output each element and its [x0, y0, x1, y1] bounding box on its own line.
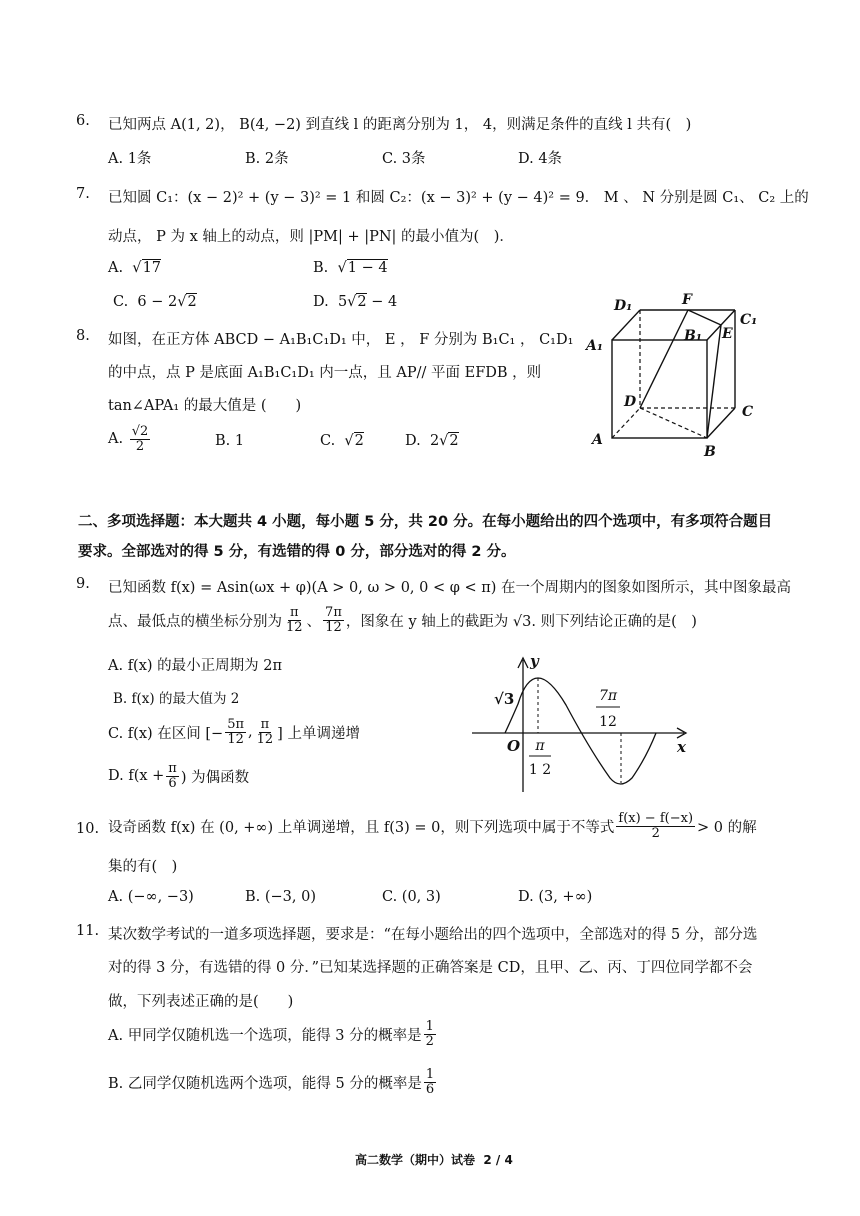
option-c: C. √2	[320, 433, 364, 449]
radicand: 2	[187, 294, 197, 310]
label-B1: B₁	[684, 328, 702, 344]
option-a: A. (−∞, −3)	[108, 889, 194, 905]
option-b: B. 2条	[245, 151, 289, 167]
question-number: 8.	[76, 328, 90, 344]
question-stem-line: tan∠APA₁ 的最大值是 ( )	[108, 398, 302, 414]
tick-pi-den: 1 2	[528, 762, 552, 778]
fraction-numerator: f(x) − f(−x)	[618, 811, 694, 826]
cube-front-face	[612, 340, 707, 438]
fraction-denominator: 6	[425, 1081, 435, 1097]
label-C1: C₁	[740, 312, 758, 328]
question-stem-line	[108, 812, 757, 840]
intercept-label: √3	[494, 690, 515, 708]
fraction-denominator: 2	[651, 825, 660, 841]
option-c: C. (0, 3)	[382, 889, 441, 905]
expr-prefix: 2	[429, 433, 440, 449]
tick-7pi-den: 12	[599, 714, 617, 730]
option-a: A. f(x) 的最小正周期为 2π	[108, 658, 283, 674]
fraction-numerator: π	[290, 605, 299, 620]
fraction-denominator: 12	[227, 731, 244, 747]
sine-curve	[505, 678, 656, 784]
option-d: D. (3, +∞)	[518, 889, 593, 905]
question-number: 10.	[76, 821, 100, 837]
stem-text: ，图象在 y 轴上的截距为 √3. 则下列结论正确的是( )	[345, 613, 697, 630]
label-D1: D₁	[614, 298, 633, 314]
option-a: A. 1条	[108, 151, 152, 167]
tick-7pi-num: 7π	[598, 688, 618, 704]
label-E: E	[722, 326, 733, 342]
option-label: D.	[313, 294, 329, 310]
option-c: C. 3条	[382, 151, 426, 167]
option-label: A.	[108, 431, 124, 448]
radicand: 1 − 4	[347, 260, 388, 276]
option-label: A.	[108, 260, 124, 276]
fraction-numerator: 7π	[325, 605, 342, 620]
footer-label: 高二数学（期中）试卷	[355, 1153, 476, 1167]
expr-suffix: − 4	[366, 294, 398, 310]
stem-text: > 0 的解	[697, 819, 757, 836]
sine-graph	[470, 650, 700, 800]
stem-separator: 、	[306, 613, 322, 630]
question-stem-line: 如图，在正方体 ABCD − A₁B₁C₁D₁ 中， E ， F 分别为 B₁C₁ ， C₁D₁	[108, 332, 574, 348]
x-label: x	[677, 738, 686, 756]
question-number: 11.	[76, 923, 100, 939]
option-label: C.	[320, 433, 336, 449]
y-label: y	[530, 652, 539, 670]
option-text: ] 上单调递增	[277, 725, 360, 742]
fraction-denominator: 2	[135, 438, 145, 454]
page-number: 2 / 4	[483, 1153, 513, 1167]
question-number: 7.	[76, 186, 90, 202]
option-text: ,	[248, 724, 253, 741]
radicand: 2	[449, 433, 459, 449]
radicand: 2	[354, 433, 364, 449]
label-C: C	[742, 404, 754, 420]
option-b	[108, 1068, 438, 1096]
expr-prefix: 6 − 2	[137, 294, 178, 310]
option-b: B. 1	[215, 433, 245, 449]
option-b: B. (−3, 0)	[245, 889, 317, 905]
fraction-numerator: 1	[425, 1019, 434, 1034]
option-label: C.	[113, 294, 129, 310]
option-a	[108, 425, 152, 453]
label-A1: A₁	[586, 338, 603, 354]
option-d: D. 2√2	[405, 433, 459, 449]
fraction-numerator: 5π	[227, 717, 245, 732]
stem-text: 点、最低点的横坐标分别为	[108, 613, 282, 630]
fraction-denominator: 12	[286, 619, 303, 635]
question-stem: 已知两点 A(1, 2)， B(4, −2) 到直线 l 的距离分别为 1， 4，则满足条件的直线 l 共有( )	[108, 117, 692, 133]
option-b: B. f(x) 的最大值为 2	[113, 691, 240, 707]
question-stem-line: 做，下列表述正确的是( )	[108, 994, 294, 1010]
option-text: A. 甲同学仅随机选一个选项，能得 3 分的概率是	[108, 1027, 422, 1044]
question-stem-line: 已知圆 C₁：(x − 2)² + (y − 3)² = 1 和圆 C₂：(x − 3)² + (y − 4)² = 9． M 、 N 分别是圆 C₁、 C₂ 上的	[108, 190, 809, 206]
fraction-denominator: 12	[325, 619, 342, 635]
stem-text: 设奇函数 f(x) 在 (0, +∞) 上单调递增，且 f(3) = 0，则下列选项中属于不等式	[108, 819, 615, 836]
option-text: ) 为偶函数	[180, 769, 250, 786]
option-c	[108, 718, 360, 746]
tick-pi-num: π	[535, 738, 545, 754]
option-label: D.	[405, 433, 421, 449]
option-a: A. √17	[108, 260, 162, 276]
section-heading: 二、多项选择题：本大题共 4 小题，每小题 5 分，共 20 分。在每小题给出的四个选项中，有多项符合题目	[78, 514, 773, 530]
option-b: B. √1 − 4	[313, 260, 388, 276]
radicand: 17	[142, 260, 162, 276]
label-D: D	[624, 394, 637, 410]
option-d: D. 4条	[518, 151, 563, 167]
question-stem-line: 的中点，点 P 是底面 A₁B₁C₁D₁ 内一点，且 AP// 平面 EFDB ，则	[108, 365, 542, 381]
fraction-denominator: 6	[168, 775, 177, 791]
question-number: 6.	[76, 113, 90, 129]
fraction-denominator: 12	[256, 731, 274, 747]
label-A: A	[592, 432, 603, 448]
page-footer	[355, 1151, 513, 1168]
question-stem-line: 集的有( )	[108, 859, 178, 875]
question-number: 9.	[76, 576, 90, 592]
fraction-numerator: π	[260, 717, 270, 732]
question-stem-line: 某次数学考试的一道多项选择题，要求是：“在每小题给出的四个选项中，全部选对的得 5 分，部分选	[108, 927, 758, 943]
option-text: B. 乙同学仅随机选两个选项，能得 5 分的概率是	[108, 1075, 422, 1092]
option-d	[108, 762, 249, 790]
radicand: 2	[357, 294, 367, 310]
question-stem-line	[108, 606, 697, 634]
label-F: F	[682, 292, 692, 308]
cube-figure	[580, 288, 780, 463]
question-stem-line: 动点， P 为 x 轴上的动点，则 |PM| + |PN| 的最小值为( )．	[108, 229, 514, 245]
expr-prefix: 5	[337, 294, 348, 310]
fraction-numerator: √2	[131, 424, 149, 439]
question-stem-line: 对的得 3 分，有选错的得 0 分．”已知某选择题的正确答案是 CD，且甲、乙、丙、丁四位同学都不会	[108, 960, 753, 976]
origin-label: O	[507, 737, 521, 755]
fraction-denominator: 2	[425, 1033, 434, 1049]
section-heading: 要求。全部选对的得 5 分，有选错的得 0 分，部分选对的得 2 分。	[78, 544, 516, 560]
label-B: B	[704, 444, 716, 460]
option-text: C. f(x) 在区间 [−	[108, 725, 224, 742]
question-stem-line: 已知函数 f(x) = Asin(ωx + φ)(A > 0, ω > 0, 0 < φ < π) 在一个周期内的图象如图所示，其中图象最高	[108, 580, 792, 596]
option-c: C. 6 − 2√2	[113, 294, 197, 310]
option-text: D. f(x +	[108, 768, 165, 785]
fraction-numerator: 1	[425, 1067, 435, 1082]
option-d: D. 5√2 − 4	[313, 294, 398, 310]
option-a	[108, 1020, 438, 1048]
option-label: B.	[313, 260, 329, 276]
fraction-numerator: π	[168, 761, 177, 776]
